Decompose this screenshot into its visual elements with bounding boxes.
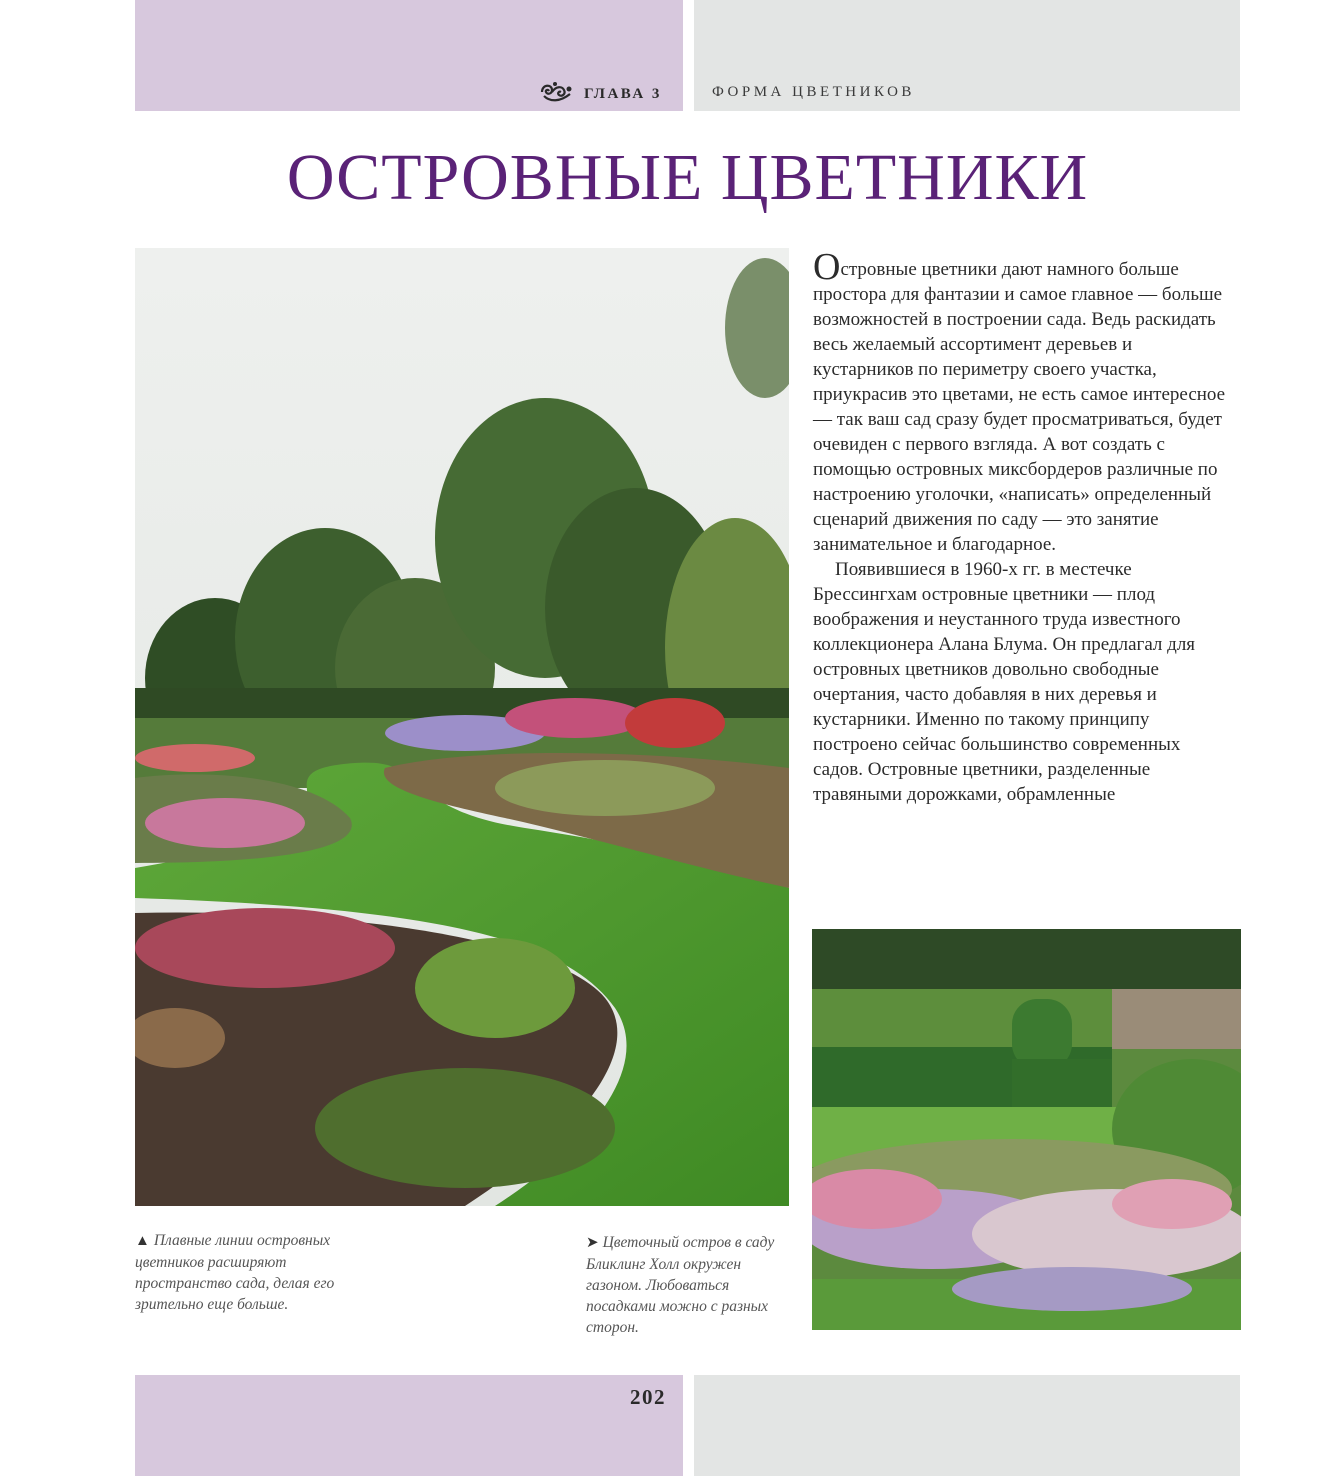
paragraph-1-text: стровные цветники дают намного больше простора для фантазии и самое главное — больше возможностей в построении сада. Ведь раскидать весь желаемый ассортимент деревьев и кустарников по периметру своего участка, приукрасив это цветами, не есть самое интересное — так ваш сад сразу будет просматриваться, будет очевиден с первого взгляда. А вот создать с помощью островных миксбордеров различные по настроению уголочки, «написать» определенный сценарий движения по саду — это занятие занимательное и благодарное.: [813, 259, 1226, 555]
up-arrow-icon: ▲: [135, 1233, 150, 1249]
page-number: 202: [630, 1385, 666, 1409]
caption-right-text: Цветочный остров в саду Бликлинг Холл окружен газоном. Любоваться посадками можно с разных сторон.: [586, 1234, 775, 1336]
garden-photo-main: [135, 248, 789, 1206]
caption-left: [135, 1230, 345, 1315]
caption-left-text: Плавные линии островных цветников расширяют пространство сада, делая его зрительно еще больше.: [135, 1232, 335, 1313]
chapter-label: ГЛАВА 3: [584, 85, 662, 102]
section-label: ФОРМА ЦВЕТНИКОВ: [712, 84, 915, 100]
floral-ornament-icon: [538, 80, 574, 109]
right-arrow-icon: ➤: [586, 1235, 599, 1251]
caption-right: [586, 1232, 791, 1338]
dropcap: О: [813, 246, 841, 288]
footer-band-right: [694, 1375, 1240, 1476]
paragraph-1: [813, 246, 1233, 557]
body-text: [813, 246, 1233, 807]
chapter-heading: [538, 80, 662, 108]
paragraph-2: Появившиеся в 1960-х гг. в местечке Брессингхам островные цветники — плод воображения и неустанного труда известного коллекционера Алана Блума. Он предлагал для островных цветников довольно свободные очертания, часто добавляя в них деревья и кустарники. Именно по такому принципу построено сейчас большинство современных садов. Островные цветники, разделенные травяными дорожками, обрамленные: [813, 559, 1196, 805]
page-title: ОСТРОВНЫЕ ЦВЕТНИКИ: [286, 141, 1089, 214]
garden-photo-blickling: [812, 929, 1241, 1330]
